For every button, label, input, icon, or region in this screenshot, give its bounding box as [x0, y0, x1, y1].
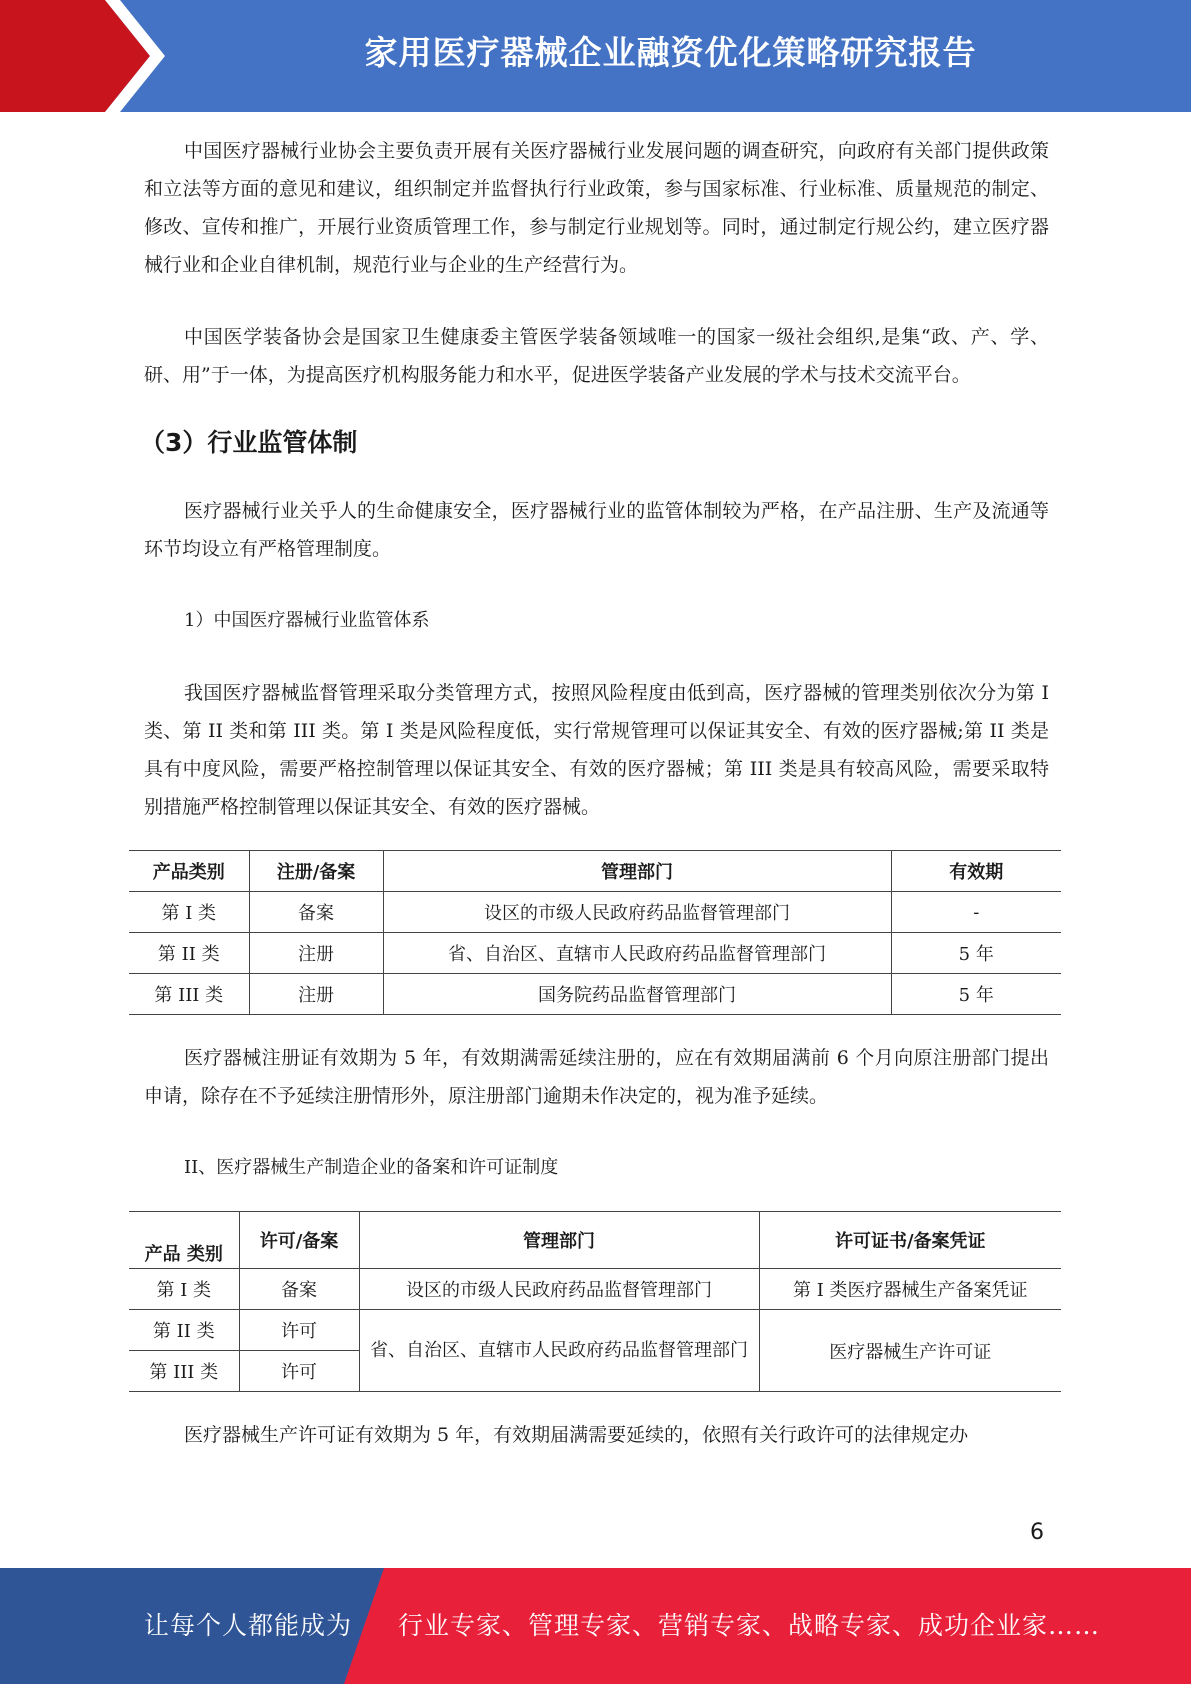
paragraph-regulation: 医疗器械行业关乎人的生命健康安全，医疗器械行业的监管体制较为严格，在产品注册、生产及流通等环节均设立有严格管理制度。 — [144, 500, 1049, 560]
table-header-cell: 管理部门 — [359, 1212, 759, 1269]
page-content — [140, 132, 1049, 1454]
table-header-cell: 产品类别 — [129, 851, 249, 892]
table-cell: 第 I 类 — [129, 1269, 239, 1310]
table-row — [129, 933, 1061, 974]
table-header-cell: 注册/备案 — [249, 851, 383, 892]
table-row — [129, 892, 1061, 933]
paragraph-registration-validity: 医疗器械注册证有效期为 5 年，有效期满需延续注册的，应在有效期届满前 6 个月向原注册部门提出申请，除存在不予延续注册情形外，原注册部门逾期未作决定的，视为准予延续。 — [144, 1047, 1049, 1107]
footer-band — [0, 1568, 1191, 1684]
table-header-cell: 许可/备案 — [239, 1212, 359, 1269]
table-cell: 第 I 类 — [129, 892, 249, 933]
table-header-row — [129, 1212, 1061, 1269]
table-cell: 注册 — [249, 933, 383, 974]
footer-slogan-right: 行业专家、管理专家、营销专家、战略专家、成功企业家…… — [398, 1611, 1101, 1640]
table-header-cell: 许可证书/备案凭证 — [759, 1212, 1061, 1269]
table-cell-merged: 省、自治区、直辖市人民政府药品监督管理部门 — [359, 1310, 759, 1392]
table-cell: 许可 — [239, 1310, 359, 1351]
table-cell: 设区的市级人民政府药品监督管理部门 — [359, 1269, 759, 1310]
paragraph-license-validity: 医疗器械生产许可证有效期为 5 年，有效期届满需要延续的，依照有关行政许可的法律规定办 — [184, 1424, 969, 1446]
table-cell: 第 I 类医疗器械生产备案凭证 — [759, 1269, 1061, 1310]
table-header-cell: 管理部门 — [383, 851, 891, 892]
table-cell: 第 II 类 — [129, 1310, 239, 1351]
table-cell-merged: 医疗器械生产许可证 — [759, 1310, 1061, 1392]
subheading-regulatory-system: 1）中国医疗器械行业监管体系 — [184, 610, 430, 631]
table-header-cell: 有效期 — [891, 851, 1061, 892]
table-cell: - — [891, 892, 1061, 933]
subheading-license-system: II、医疗器械生产制造企业的备案和许可证制度 — [184, 1157, 559, 1178]
table-cell: 国务院药品监督管理部门 — [383, 974, 891, 1015]
table-cell: 备案 — [239, 1269, 359, 1310]
paragraph-association: 中国医疗器械行业协会主要负责开展有关医疗器械行业发展问题的调查研究，向政府有关部门提供政策和立法等方面的意见和建议，组织制定并监督执行行业政策，参与国家标准、行业标准、质量规范的制定、修改、宣传和推广，开展行业资质管理工作，参与制定行业规划等。同时，通过制定行规公约，建立医疗器械行业和企业自律机制，规范行业与企业的生产经营行为。 — [144, 140, 1049, 276]
footer-slogan-left: 让每个人都能成为 — [144, 1611, 353, 1640]
table-cell: 第 III 类 — [129, 974, 249, 1015]
paragraph-equipment-association: 中国医学装备协会是国家卫生健康委主管医学装备领域唯一的国家一级社会组织,是集“政、产、学、研、用”于一体，为提高医疗机构服务能力和水平，促进医学装备产业发展的学术与技术交流平台。 — [144, 326, 1049, 386]
table-cell: 5 年 — [891, 933, 1061, 974]
registration-table — [129, 850, 1061, 1015]
license-table — [129, 1211, 1061, 1392]
table-cell: 第 III 类 — [129, 1351, 239, 1392]
table-cell: 省、自治区、直辖市人民政府药品监督管理部门 — [383, 933, 891, 974]
table-cell: 注册 — [249, 974, 383, 1015]
section-heading: （3）行业监管体制 — [140, 428, 358, 457]
table-cell: 5 年 — [891, 974, 1061, 1015]
paragraph-classification: 我国医疗器械监督管理采取分类管理方式，按照风险程度由低到高，医疗器械的管理类别依次分为第 I 类、第 II 类和第 III 类。第 I 类是风险程度低，实行常规管理可以保证其安全、有效的医疗器械;第 II 类是具有中度风险，需要严格控制管理以保证其安全、有效的医疗器械；第 III 类是具有较高风险，需要采取特别措施严格控制管理以保证其安全、有效的医疗器械。 — [144, 682, 1049, 818]
table-cell: 许可 — [239, 1351, 359, 1392]
table-row — [129, 1269, 1061, 1310]
table-header-cell: 产品 类别 — [129, 1212, 239, 1269]
table-row — [129, 1310, 1061, 1351]
table-cell: 第 II 类 — [129, 933, 249, 974]
page-number: 6 — [1030, 1520, 1044, 1545]
table-cell: 设区的市级人民政府药品监督管理部门 — [383, 892, 891, 933]
table-cell: 备案 — [249, 892, 383, 933]
header-band — [0, 0, 1191, 112]
report-title: 家用医疗器械企业融资优化策略研究报告 — [364, 33, 977, 72]
table-header-row — [129, 851, 1061, 892]
table-row — [129, 974, 1061, 1015]
